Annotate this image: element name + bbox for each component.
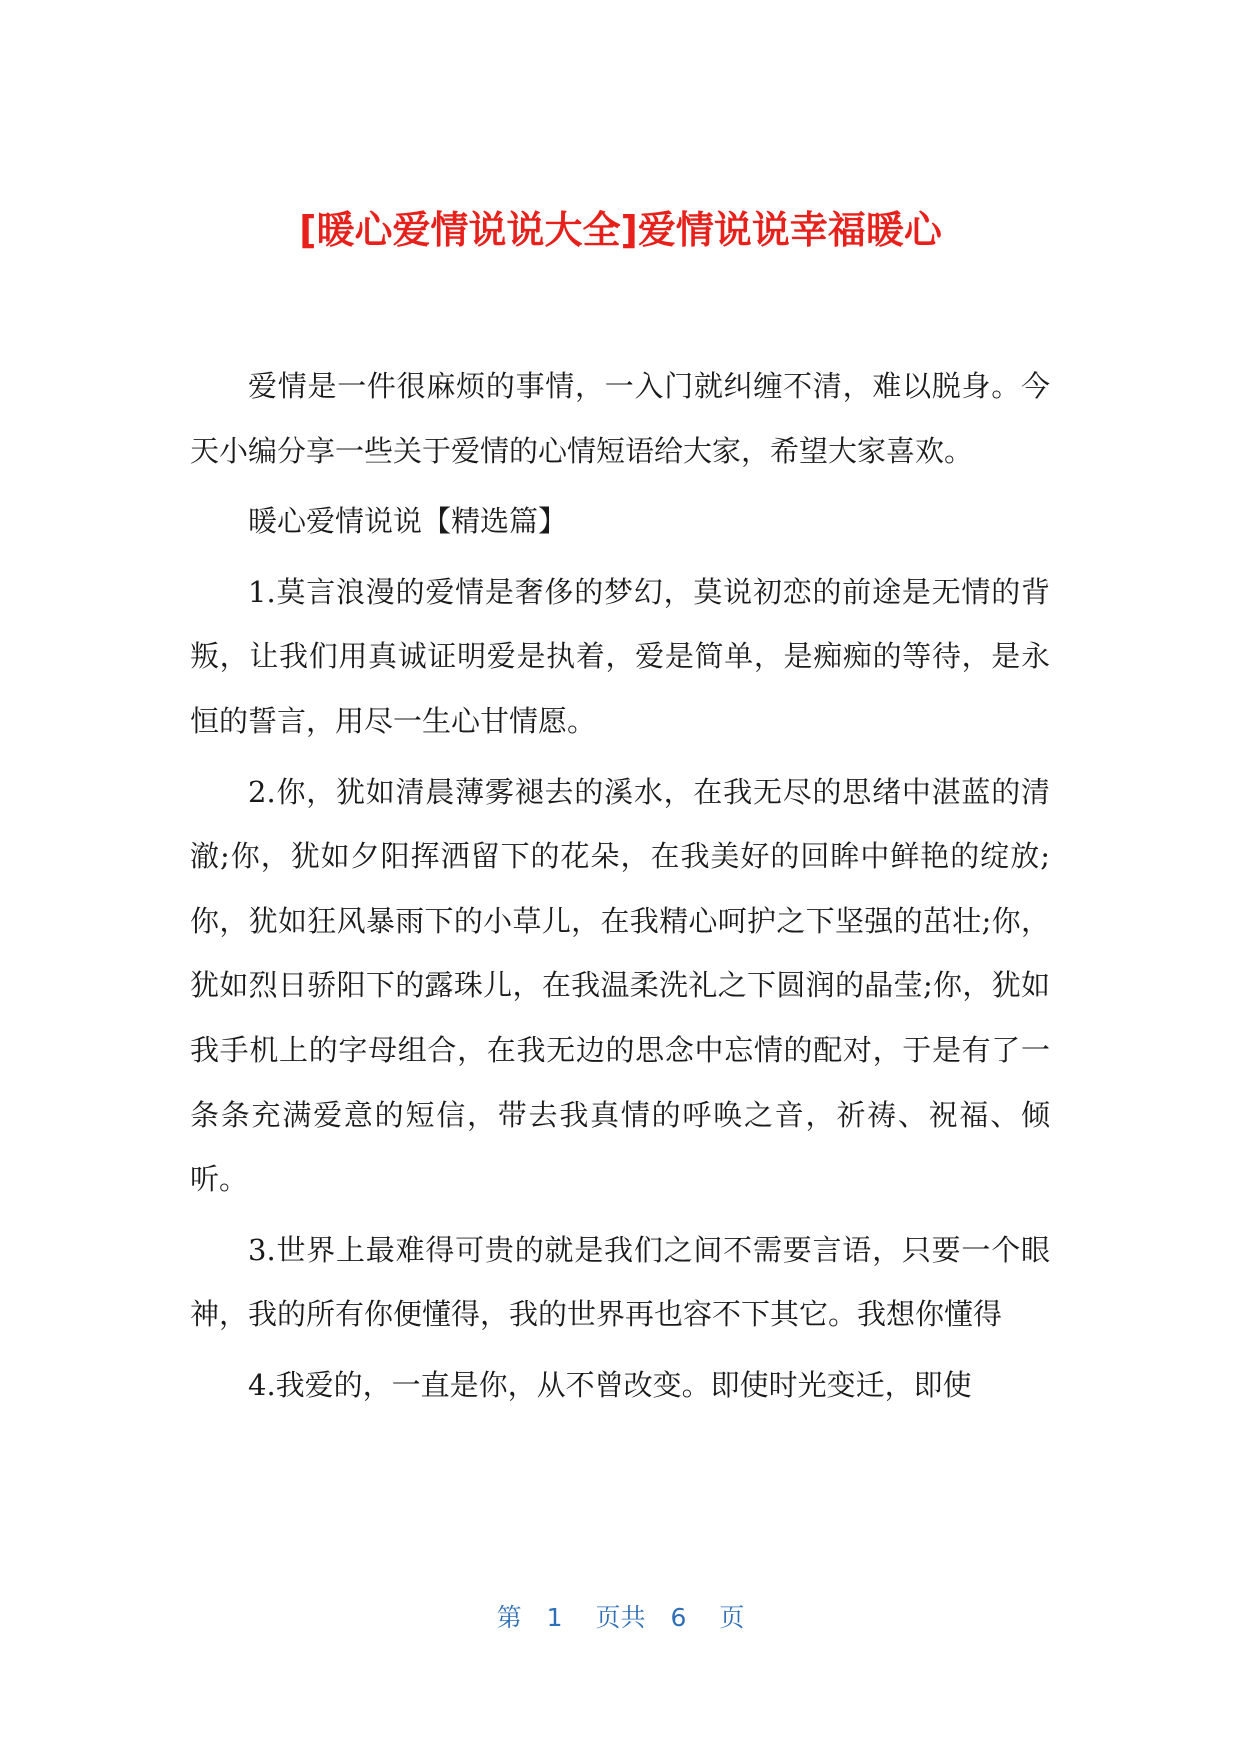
quote-paragraph-1: 1.莫言浪漫的爱情是奢侈的梦幻，莫说初恋的前途是无情的背叛，让我们用真诚证明爱是执着，爱是简单，是痴痴的等待，是永恒的誓言，用尽一生心甘情愿。 xyxy=(190,574,1050,738)
quote-paragraph-4: 4.我爱的，一直是你，从不曾改变。即使时光变迁，即使 xyxy=(248,1367,972,1402)
section-heading: 暖心爱情说说【精选篇】 xyxy=(248,504,568,539)
document-title: [暖心爱情说说大全]爱情说说幸福暖心 xyxy=(299,208,942,252)
page-number-footer: 第 1 页共 6 页 xyxy=(496,1603,745,1632)
document-body xyxy=(190,354,1050,1418)
quote-paragraph-3: 3.世界上最难得可贵的就是我们之间不需要言语，只要一个眼神，我的所有你便懂得，我的世界再也容不下其它。我想你懂得 xyxy=(190,1232,1050,1332)
intro-paragraph: 爱情是一件很麻烦的事情，一入门就纠缠不清，难以脱身。今天小编分享一些关于爱情的心情短语给大家，希望大家喜欢。 xyxy=(190,369,1050,468)
quote-paragraph-2: 2.你，犹如清晨薄雾褪去的溪水，在我无尽的思绪中湛蓝的清澈;你，犹如夕阳挥洒留下的花朵，在我美好的回眸中鲜艳的绽放;你，犹如狂风暴雨下的小草儿，在我精心呵护之下坚强的茁壮;你，犹如烈日骄阳下的露珠儿，在我温柔洗礼之下圆润的晶莹;你，犹如我手机上的字母组合，在我无边的思念中忘情的配对，于是有了一条条充满爱意的短信，带去我真情的呼唤之音，祈祷、祝福、倾听。 xyxy=(190,774,1050,1197)
